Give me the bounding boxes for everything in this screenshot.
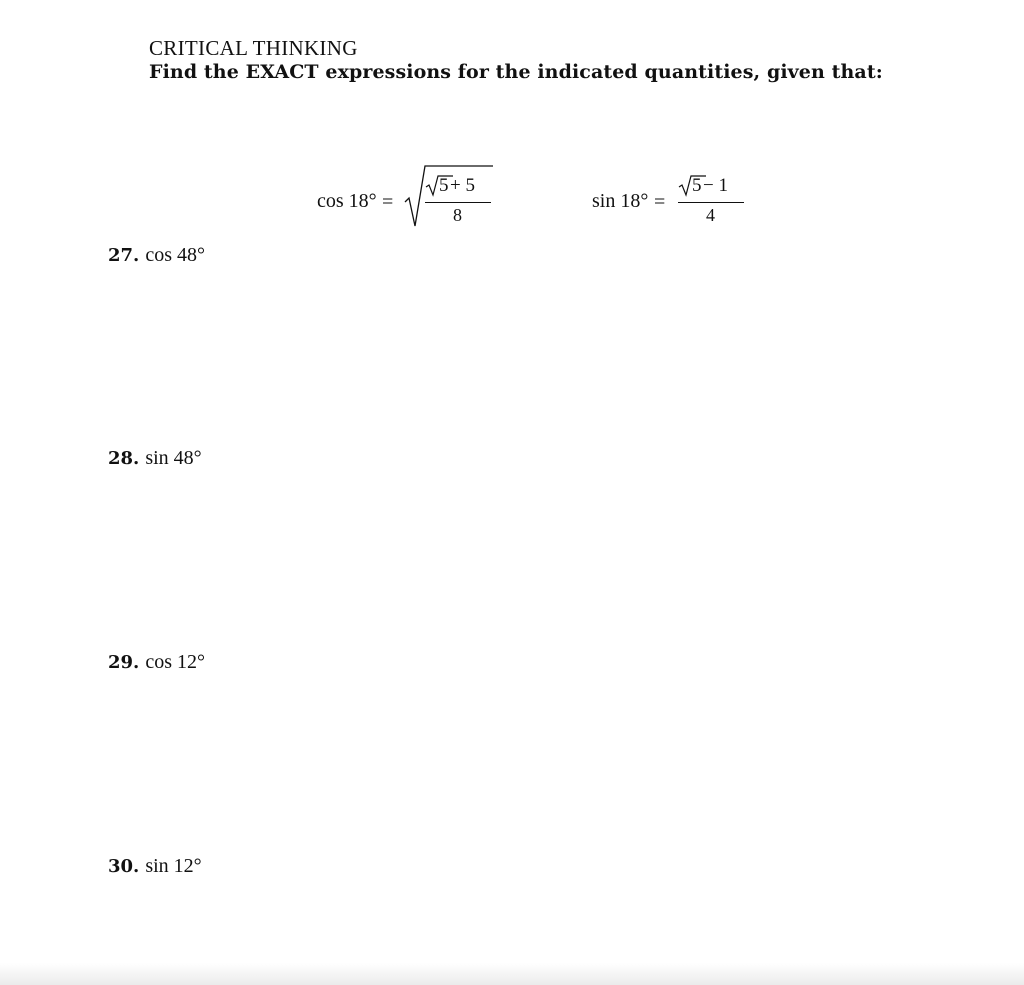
problem-28 (108, 447, 202, 470)
sin-equals-sign: = (654, 191, 666, 213)
page-bottom-edge (0, 963, 1024, 985)
cos-numerator-radicand: 5 (439, 175, 449, 196)
sin-fraction-bar (678, 202, 744, 203)
cos-denominator: 8 (453, 205, 462, 225)
cos-fraction-bar (425, 202, 491, 203)
section-title: CRITICAL THINKING (149, 36, 358, 60)
instructions-text: Find the EXACT expressions for the indicated quantities, given that: (149, 61, 883, 83)
cos-18-lhs: cos 18° (317, 190, 377, 212)
problem-expression: cos 12° (145, 651, 205, 673)
problem-29 (108, 651, 205, 674)
problem-number: 28. (108, 448, 140, 469)
problem-expression: sin 12° (145, 855, 202, 877)
problem-27 (108, 244, 205, 267)
problem-expression: sin 48° (145, 447, 202, 469)
cos-equals-sign: = (382, 191, 394, 213)
sin-numerator-radicand: 5 (692, 175, 702, 196)
sin-numerator-rest: − 1 (703, 175, 728, 196)
given-cos-18-equation (317, 160, 517, 235)
sin-18-lhs: sin 18° (592, 190, 649, 212)
problem-number: 29. (108, 652, 140, 673)
given-sin-18-equation (592, 160, 762, 235)
problem-expression: cos 48° (145, 244, 205, 266)
problem-number: 30. (108, 856, 140, 877)
cos-numerator-rest: + 5 (450, 175, 475, 196)
sin-denominator: 4 (706, 205, 715, 225)
problem-30 (108, 855, 202, 878)
problem-number: 27. (108, 245, 140, 266)
outer-radical-sign (403, 164, 495, 230)
